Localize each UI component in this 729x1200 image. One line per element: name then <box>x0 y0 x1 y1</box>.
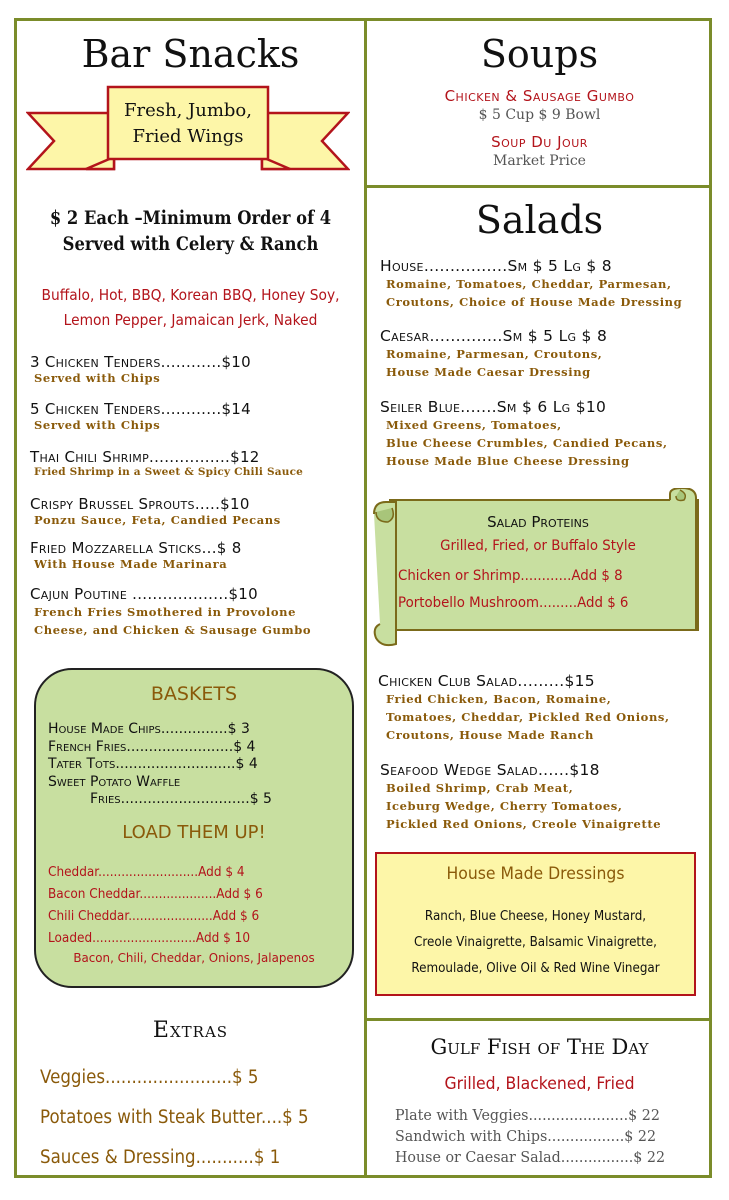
leader-dots: .... <box>260 1107 283 1128</box>
load-item <box>48 906 263 928</box>
load-name: Loaded <box>48 931 93 946</box>
salad-desc: Romaine, Tomatoes, Cheddar, Parmesan, <box>386 277 672 291</box>
snack-desc: Served with Chips <box>34 418 161 432</box>
soup-name: Chicken & Sausage Gumbo <box>444 87 635 105</box>
soups-divider <box>364 185 712 188</box>
leader-dots: .................... <box>139 887 217 902</box>
leader-dots: ..... <box>194 495 221 513</box>
dressings-divider <box>364 1018 712 1021</box>
leader-dots: ................ <box>560 1148 634 1166</box>
leader-dots: ............................. <box>120 791 250 807</box>
basket-price: $ 5 <box>249 791 272 807</box>
proteins-style: Grilled, Fried, or Buffalo Style <box>440 538 636 554</box>
salad-desc: Pickled Red Onions, Creole Vinaigrette <box>386 817 662 831</box>
salad-price: Sm $ 5 Lg $ 8 <box>502 327 608 345</box>
protein-name: Chicken or Shrimp <box>398 568 521 584</box>
snack-desc: With House Made Marinara <box>34 557 228 571</box>
fish-item <box>395 1105 665 1126</box>
snack-price: $10 <box>220 495 250 513</box>
load-price: Add $ 6 <box>212 909 260 924</box>
leader-dots: ...... <box>537 761 570 779</box>
load-item <box>48 928 263 950</box>
leader-dots: ................... <box>127 585 229 603</box>
load-name: Cheddar <box>48 865 99 880</box>
banner-line-1: Fresh, Jumbo, <box>124 100 252 121</box>
salad-desc: House Made Caesar Dressing <box>386 365 591 379</box>
salad-price: Sm $ 5 Lg $ 8 <box>507 257 612 275</box>
dressings-line: Creole Vinaigrette, Balsamic Vinaigrette, <box>414 935 657 950</box>
salad-item <box>380 398 668 470</box>
fish-price: $ 22 <box>633 1148 666 1166</box>
leader-dots: ................ <box>149 448 231 466</box>
dressings-title: House Made Dressings <box>446 864 625 884</box>
salad-desc: Iceburg Wedge, Cherry Tomatoes, <box>386 799 623 813</box>
load-them-up-title: LOAD THEM UP! <box>122 822 266 843</box>
salad-desc: Boiled Shrimp, Crab Meat, <box>386 781 574 795</box>
salad-desc: Croutons, Choice of House Made Dressing <box>386 295 683 309</box>
salad-desc: Mixed Greens, Tomatoes, <box>386 418 562 432</box>
proteins-title: Salad Proteins <box>487 513 589 531</box>
leader-dots: ... <box>201 539 217 557</box>
banner-line-2: Fried Wings <box>132 126 244 147</box>
snack-desc: Ponzu Sauce, Feta, Candied Pecans <box>34 513 281 527</box>
salad-name: House <box>380 257 424 275</box>
snack-desc: Fried Shrimp in a Sweet & Spicy Chili Sauce <box>34 466 304 478</box>
extras-name: Sauces & Dressing <box>40 1147 196 1168</box>
protein-item <box>398 563 628 590</box>
basket-item <box>48 739 272 757</box>
protein-item <box>398 590 628 617</box>
extras-name: Veggies <box>40 1067 106 1088</box>
leader-dots: ................ <box>423 257 508 275</box>
salad-desc: Blue Cheese Crumbles, Candied Pecans, <box>386 436 668 450</box>
snack-item <box>30 448 303 478</box>
extras-name: Potatoes with Steak Butter <box>40 1107 261 1128</box>
snack-name: 5 Chicken Tenders <box>30 400 161 418</box>
gulf-fish-title: Gulf Fish of The Day <box>430 1035 649 1059</box>
leader-dots: ................. <box>547 1127 625 1145</box>
basket-item <box>48 721 272 739</box>
leader-dots: ........................ <box>126 738 234 755</box>
leader-dots: ........... <box>195 1147 254 1168</box>
basket-price: $ 3 <box>227 721 250 737</box>
loaded-desc: Bacon, Chili, Cheddar, Onions, Jalapenos <box>73 950 315 965</box>
load-item <box>48 884 263 906</box>
dressings-line: Remoulade, Olive Oil & Red Wine Vinegar <box>411 961 660 976</box>
soup-detail: $ 5 Cup $ 9 Bowl <box>478 107 601 123</box>
protein-price: Add $ 6 <box>577 595 629 611</box>
salad-item <box>380 257 682 311</box>
salads-title: Salads <box>475 198 604 242</box>
dressings-line: Ranch, Blue Cheese, Honey Mustard, <box>424 909 647 924</box>
leader-dots: ...................... <box>528 1106 629 1124</box>
extras-price: $ 5 <box>232 1067 259 1088</box>
load-name: Chili Cheddar <box>48 909 129 924</box>
leader-dots: ......... <box>538 595 578 611</box>
column-divider <box>364 18 367 1178</box>
wing-flavors-line-2: Lemon Pepper, Jamaican Jerk, Naked <box>63 311 318 329</box>
basket-item <box>48 756 272 774</box>
salad-name: Seafood Wedge Salad <box>380 761 538 779</box>
protein-price: Add $ 8 <box>571 568 623 584</box>
snack-item <box>30 353 251 385</box>
wings-served-line: Served with Celery & Ranch <box>62 233 319 255</box>
leader-dots: ............ <box>520 568 572 584</box>
leader-dots: ........................... <box>92 931 196 946</box>
salad-desc: Tomatoes, Cheddar, Pickled Red Onions, <box>386 710 670 724</box>
basket-name: House Made Chips <box>48 721 161 737</box>
extras-item <box>40 1138 309 1178</box>
basket-item <box>48 791 272 809</box>
fish-name: Plate with Veggies <box>395 1106 529 1124</box>
salad-price: Sm $ 6 Lg $10 <box>496 398 607 416</box>
soup-detail: Market Price <box>493 153 586 169</box>
leader-dots: ......... <box>517 672 565 690</box>
salad-item <box>380 761 661 833</box>
extras-price: $ 5 <box>282 1107 309 1128</box>
leader-dots: .......................... <box>98 865 199 880</box>
snack-price: $14 <box>221 400 251 418</box>
basket-name: Sweet Potato Waffle <box>48 773 181 790</box>
salad-name: Chicken Club Salad <box>378 672 518 690</box>
snack-desc: Served with Chips <box>34 371 161 385</box>
leader-dots: ............ <box>160 400 222 418</box>
extras-title: Extras <box>152 1018 229 1043</box>
salad-name: Seiler Blue <box>380 398 461 416</box>
wings-price-line: $ 2 Each –Minimum Order of 4 <box>49 207 332 229</box>
snack-price: $10 <box>221 353 251 371</box>
bar-snacks-title: Bar Snacks <box>81 32 300 76</box>
salad-desc: Croutons, House Made Ranch <box>386 728 594 742</box>
load-price: Add $ 6 <box>216 887 263 902</box>
snack-desc: French Fries Smothered in Provolone <box>34 605 296 619</box>
snack-desc: Cheese, and Chicken & Sausage Gumbo <box>34 623 312 637</box>
leader-dots: ........................ <box>105 1067 233 1088</box>
leader-dots: ............ <box>160 353 222 371</box>
basket-price: $ 4 <box>235 756 258 772</box>
salad-price: $15 <box>564 672 595 690</box>
snack-item <box>30 585 311 639</box>
snack-name: Cajun Poutine <box>30 585 128 603</box>
basket-name: French Fries <box>48 738 127 755</box>
snack-item <box>30 400 251 432</box>
gulf-fish-style: Grilled, Blackened, Fried <box>444 1074 635 1094</box>
baskets-title: BASKETS <box>150 683 238 705</box>
salad-desc: House Made Blue Cheese Dressing <box>386 454 630 468</box>
snack-item <box>30 495 281 527</box>
extras-item <box>40 1098 309 1138</box>
fish-name: House or Caesar Salad <box>395 1148 561 1166</box>
snack-price: $10 <box>228 585 258 603</box>
leader-dots: ...................... <box>128 909 213 924</box>
salad-name: Caesar <box>380 327 430 345</box>
snack-name: 3 Chicken Tenders <box>30 353 161 371</box>
protein-name: Portobello Mushroom <box>398 595 539 611</box>
load-price: Add $ 4 <box>198 865 245 880</box>
salad-item <box>380 327 607 381</box>
extras-item <box>40 1058 309 1098</box>
soups-title: Soups <box>480 32 599 76</box>
leader-dots: ........................... <box>115 756 236 772</box>
fish-item <box>395 1147 665 1168</box>
salad-price: $18 <box>569 761 600 779</box>
snack-price: $12 <box>230 448 260 466</box>
leader-dots: .............. <box>429 327 503 345</box>
fish-item <box>395 1126 665 1147</box>
load-name: Bacon Cheddar <box>48 887 140 902</box>
salad-desc: Romaine, Parmesan, Croutons, <box>386 347 603 361</box>
wing-flavors-line-1: Buffalo, Hot, BBQ, Korean BBQ, Honey Soy, <box>41 286 340 304</box>
extras-price: $ 1 <box>253 1147 281 1168</box>
salad-desc: Fried Chicken, Bacon, Romaine, <box>386 692 612 706</box>
load-item <box>48 862 263 884</box>
load-price: Add $ 10 <box>195 931 251 946</box>
fish-price: $ 22 <box>628 1106 660 1124</box>
leader-dots: ............... <box>160 721 228 737</box>
snack-price: $ 8 <box>216 539 242 557</box>
snack-name: Crispy Brussel Sprouts <box>30 495 195 513</box>
basket-name: Fries <box>90 791 121 807</box>
salad-item <box>378 672 670 744</box>
snack-name: Fried Mozzarella Sticks <box>30 539 202 557</box>
fish-price: $ 22 <box>624 1127 657 1145</box>
snack-name: Thai Chili Shrimp <box>30 448 150 466</box>
basket-name: Tater Tots <box>48 756 116 772</box>
soup-name: Soup Du Jour <box>491 133 588 151</box>
snack-item <box>30 539 242 571</box>
basket-price: $ 4 <box>233 738 256 755</box>
leader-dots: ....... <box>460 398 497 416</box>
fish-name: Sandwich with Chips <box>395 1127 548 1145</box>
